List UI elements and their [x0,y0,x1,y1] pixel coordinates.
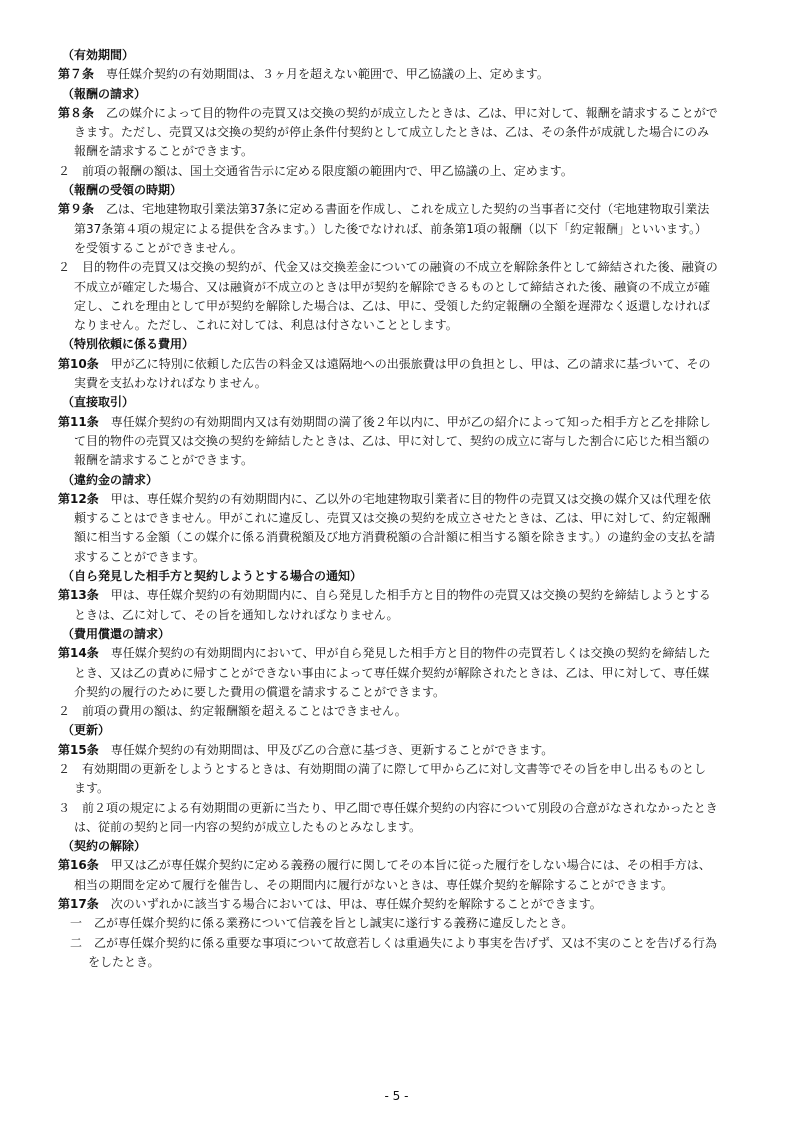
paragraph-text: 目的物件の売買又は交換の契約が、代金又は交換差金についての融資の不成立を解除条件として締結された後、融資の不成立が確定した場合、又は融資が不成立のときは甲が契約を解除できるものとして締結された後、融資の不成立が確定し、これを理由として甲が契約を解除した場合は、乙は、甲に、受領した約定報酬の全額を遅滞なく返還しなければなりません。ただし、これに対しては、利息は付さないこととします。 [70,260,718,333]
article-15 [58,741,718,760]
article-number: 第12条 [58,491,99,506]
section-heading: （費用償還の請求） [62,626,171,641]
article-15-para-3 [58,799,718,838]
article-14-para-2 [58,702,718,721]
article-10 [58,355,718,394]
article-16 [58,856,718,895]
article-text: 甲又は乙が専任媒介契約に定める義務の履行に関してその本旨に従った履行をしない場合には、その相手方は、相当の期間を定めて履行を催告し、その期間内に履行がないときは、専任媒介契約を解除することができます。 [74,858,711,892]
article-number: 第９条 [58,202,95,217]
paragraph-number: ２ [58,704,71,719]
article-text: 専任媒介契約の有効期間は、３ヶ月を超えない範囲で、甲乙協議の上、定めます。 [94,67,549,82]
item-text: 乙が専任媒介契約に係る重要な事項について故意若しくは重過失により事実を告げず、又は不実のことを告げる行為をしたとき。 [82,935,717,969]
article-8 [58,104,718,162]
article-number: 第８条 [58,105,95,120]
article-17-item-2 [58,934,718,973]
section-heading: （報酬の請求） [62,86,147,101]
article-text: 甲は、専任媒介契約の有効期間内に、乙以外の宅地建物取引業者に目的物件の売買又は交換の媒介又は代理を依頼することはできません。甲がこれに違反し、売買又は交換の契約を成立させたときは、乙は、甲に対して、約定報酬額に相当する金額（この媒介に係る消費税額及び地方消費税額の合計額に相当する額を除きます。）の違約金の支払を請求することができます。 [74,491,716,564]
paragraph-text: 有効期間の更新をしようとするときは、有効期間の満了に際して甲から乙に対し文書等でその旨を申し出るものとします。 [70,761,707,796]
article-9 [58,200,718,258]
paragraph-number: ３ [58,800,71,815]
section-heading: （自ら発見した相手方と契約しようとする場合の通知） [62,569,363,584]
paragraph-number: ２ [58,761,71,776]
document-body [58,46,718,972]
article-11 [58,413,718,471]
article-7 [58,65,718,84]
article-text: 乙は、宅地建物取引業法第37条に定める書面を作成し、これを成立した契約の当事者に交付（宅地建物取引業法第37条第４項の規定による提供を含みます。）した後でなければ、前条第1項の報酬（以下「約定報酬」といいます。）を受領することができません。 [74,202,710,255]
article-number: 第17条 [58,897,99,912]
section-heading: （契約の解除） [62,839,147,854]
item-number: 二 [70,935,83,950]
article-number: 第10条 [58,356,99,371]
paragraph-text: 前項の報酬の額は、国土交通省告示に定める限度額の範囲内で、甲乙協議の上、定めます。 [70,163,573,178]
paragraph-text: 前２項の規定による有効期間の更新に当たり、甲乙間で専任媒介契約の内容について別段の合意がなされなかったときは、従前の契約と同一内容の契約が成立したものとみなします。 [70,800,718,834]
article-15-para-2 [58,760,718,799]
article-17 [58,895,718,914]
section-heading: （特別依頼に係る費用） [62,337,195,352]
section-heading: （更新） [62,723,111,738]
section-heading: （直接取引） [62,395,135,410]
article-number: 第11条 [58,414,99,429]
article-text: 次のいずれかに該当する場合においては、甲は、専任媒介契約を解除することができます。 [98,897,602,912]
article-number: 第16条 [58,858,99,873]
article-text: 専任媒介契約の有効期間内又は有効期間の満了後２年以内に、甲が乙の紹介によって知った相手方と乙を排除して目的物件の売買又は交換の契約を締結したときは、乙は、甲に対して、契約の成立に寄与した割合に応じた相当額の報酬を請求することができます。 [74,414,711,468]
article-9-para-2 [58,258,718,335]
article-text: 甲が乙に特別に依頼した広告の料金又は遠隔地への出張旅費は甲の負担とし、甲は、乙の請求に基づいて、その実費を支払わなければなりません。 [74,356,711,391]
article-number: 第14条 [58,646,99,661]
article-8-para-2 [58,162,718,181]
paragraph-number: ２ [58,163,71,178]
paragraph-text: 前項の費用の額は、約定報酬額を超えることはできません。 [70,704,407,719]
article-text: 専任媒介契約の有効期間は、甲及び乙の合意に基づき、更新することができます。 [98,742,554,757]
article-14 [58,644,718,702]
paragraph-number: ２ [58,260,71,275]
page-number: - 5 - [384,1089,409,1103]
article-number: 第13条 [58,588,99,603]
section-heading: （報酬の受領の時期） [62,183,183,198]
item-text: 乙が専任媒介契約に係る業務について信義を旨とし誠実に遂行する義務に違反したとき。 [82,916,574,931]
article-text: 甲は、専任媒介契約の有効期間内に、自ら発見した相手方と目的物件の売買又は交換の契約を締結しようとするときは、乙に対して、その旨を通知しなければなりません。 [74,588,711,622]
article-17-item-1 [58,914,718,933]
article-12 [58,490,718,567]
item-number: 一 [70,916,83,931]
section-heading: （有効期間） [62,48,135,62]
article-number: 第15条 [58,742,99,757]
article-text: 専任媒介契約の有効期間内において、甲が自ら発見した相手方と目的物件の売買若しくは交換の契約を締結したとき、又は乙の責めに帰すことができない事由によって専任媒介契約が解除されたときは、乙は、甲に対して、専任媒介契約の履行のために要した費用の償還を請求することができます。 [74,646,711,699]
article-13 [58,586,718,625]
article-number: 第７条 [58,67,95,82]
article-text: 乙の媒介によって目的物件の売買又は交換の契約が成立したときは、乙は、甲に対して、報酬を請求することができます。ただし、売買又は交換の契約が停止条件付契約として成立したときは、乙は、その条件が成就した場合にのみ報酬を請求することができます。 [74,105,718,159]
section-heading: （違約金の請求） [62,472,159,487]
